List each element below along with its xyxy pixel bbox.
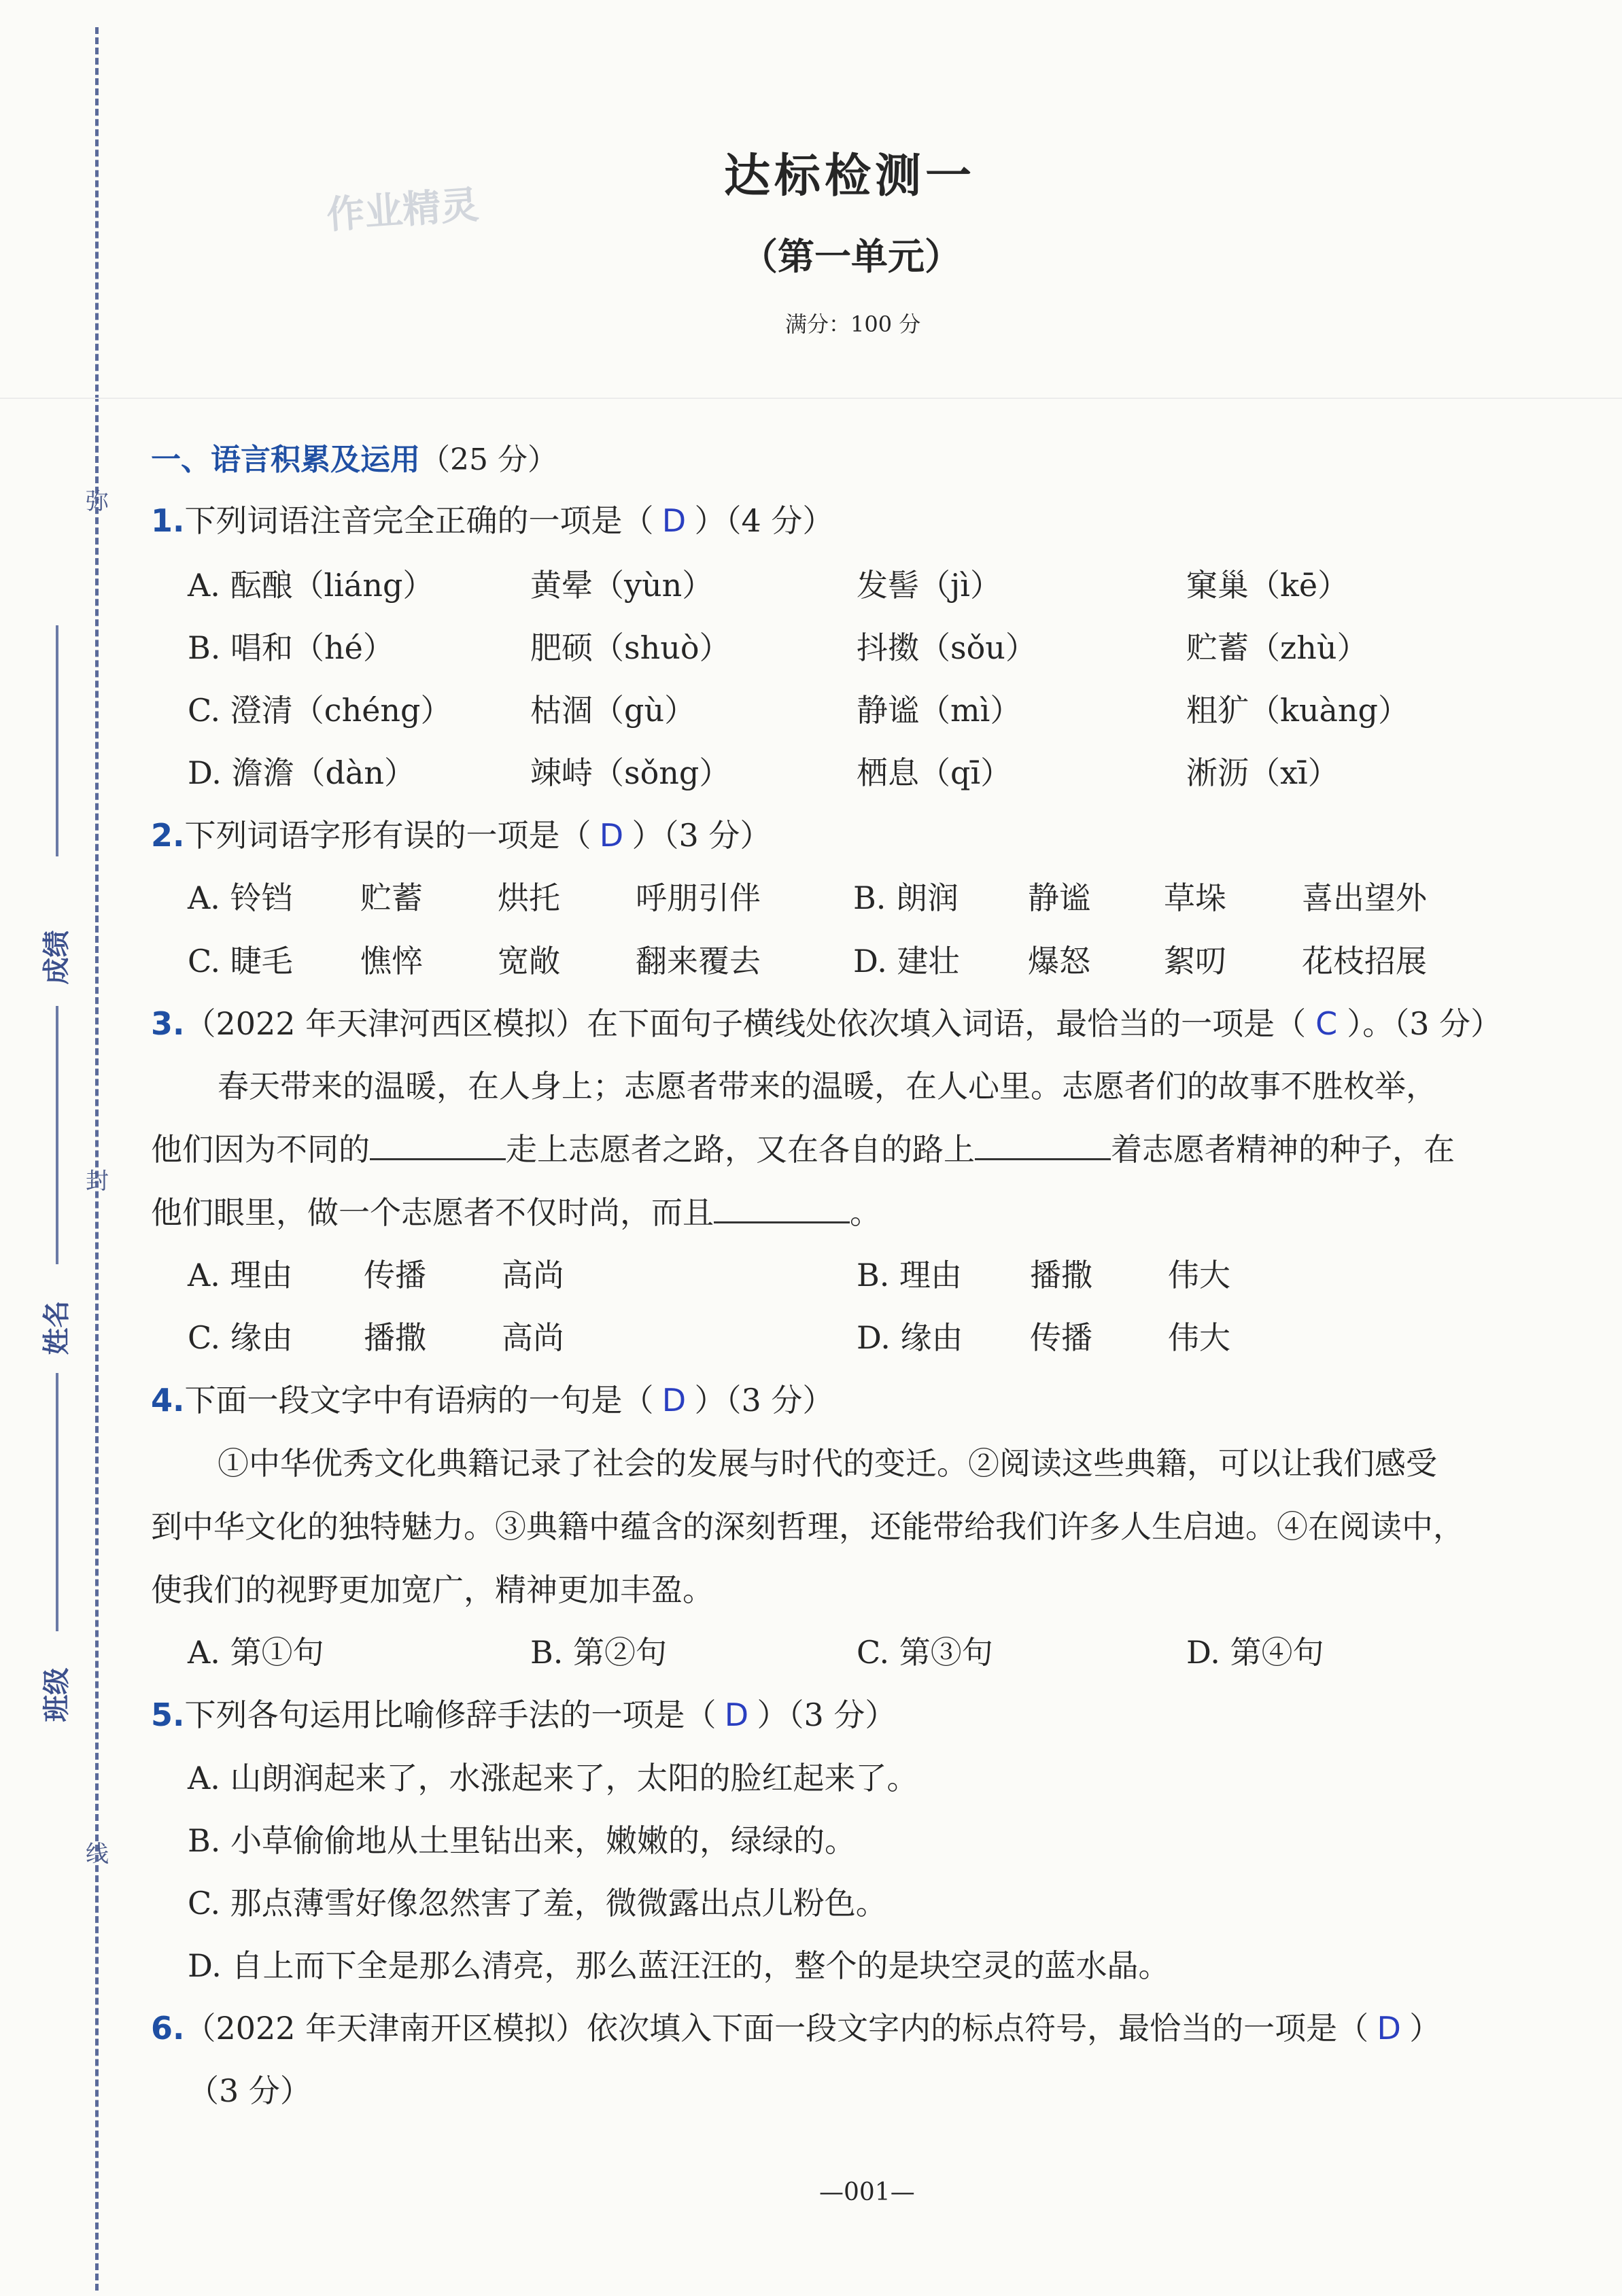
- q5-option: A. 山朗润起来了，水涨起来了，太阳的脸红起来了。: [188, 1760, 918, 1796]
- q1-option: 肥硕（shuò）: [530, 629, 731, 666]
- q4-option: C. 第③句: [857, 1634, 993, 1671]
- answer-mark: D: [1377, 2010, 1401, 2047]
- question-3: [151, 999, 1502, 1044]
- q1-option: 静谧（mì）: [857, 692, 1022, 729]
- q5-option: B. 小草偷偷地从土里钻出来，嫩嫩的，绿绿的。: [188, 1822, 857, 1859]
- question-1: [151, 496, 833, 541]
- binding-dashed-line: [95, 27, 99, 2291]
- q1-option: 窠巢（kē）: [1186, 567, 1349, 604]
- q2-option: B. 朗润: [853, 880, 959, 916]
- question-text: 下面一段文字中有语病的一句是（: [184, 1382, 654, 1419]
- page-subtitle: （第一单元）: [741, 234, 961, 278]
- q1-option: 枯涸（gù）: [530, 692, 696, 729]
- q2-option: 憔悴: [360, 943, 423, 979]
- fill-blank: [714, 1194, 850, 1223]
- q2-option: 呼朋引伴: [636, 880, 761, 916]
- q2-option: A. 铃铛: [188, 880, 293, 916]
- q3-option: C. 缘由: [188, 1319, 293, 1356]
- q1-option: D. 澹澹（dàn）: [188, 754, 415, 791]
- question-tail: ）: [1409, 2010, 1441, 2047]
- answer-mark: D: [599, 817, 624, 854]
- question-6: [151, 2004, 1440, 2049]
- header-divider: [0, 398, 1622, 399]
- question-2: [151, 811, 771, 856]
- q4-option: B. 第②句: [530, 1634, 668, 1671]
- q5-option: D. 自上而下全是那么清亮，那么蓝汪汪的，整个的是块空灵的蓝水晶。: [188, 1947, 1170, 1984]
- q1-option: 贮蓄（zhù）: [1186, 629, 1368, 666]
- passage-line: 到中华文化的独特魅力。③典籍中蕴含的深刻哲理，还能带给我们许多人生启迪。④在阅读中，: [151, 1508, 1464, 1545]
- name-label: 姓名: [40, 1300, 73, 1355]
- q1-option: 淅沥（xī）: [1186, 754, 1339, 791]
- passage-line: 春天带来的温暖，在人身上；志愿者带来的温暖，在人心里。志愿者们的故事不胜枚举，: [218, 1068, 1437, 1104]
- question-tail: ）。（3 分）: [1347, 1005, 1502, 1042]
- question-4: [151, 1376, 833, 1421]
- fill-blank: [370, 1131, 506, 1160]
- margin-xian: 线: [86, 1841, 109, 1868]
- q2-option: 贮蓄: [360, 880, 423, 916]
- q3-option: D. 缘由: [857, 1319, 963, 1356]
- q4-option: A. 第①句: [188, 1634, 324, 1671]
- watermark: 作业精灵: [325, 183, 481, 238]
- question-number: 2.: [151, 817, 185, 854]
- passage-segment: 。: [850, 1194, 881, 1231]
- q2-option: 宽敞: [498, 943, 560, 979]
- q3-option: 播撒: [1030, 1257, 1092, 1293]
- question-number: 3.: [151, 1005, 185, 1042]
- section-points: （25 分）: [420, 442, 557, 477]
- q3-option: 播撒: [364, 1319, 426, 1356]
- q2-option: 静谧: [1028, 880, 1090, 916]
- question-6-points: （3 分）: [188, 2072, 311, 2109]
- q3-option: A. 理由: [188, 1257, 293, 1293]
- q1-option: C. 澄清（chéng）: [188, 692, 452, 729]
- question-5: [151, 1690, 896, 1735]
- q1-option: 抖擞（sǒu）: [857, 629, 1037, 666]
- question-text: 下列词语字形有误的一项是（: [184, 817, 591, 854]
- margin-feng: 封: [86, 1168, 109, 1195]
- q3-option: 传播: [364, 1257, 426, 1293]
- q2-option: C. 睫毛: [188, 943, 293, 979]
- q3-option: 高尚: [502, 1319, 564, 1356]
- q3-option: 伟大: [1168, 1319, 1230, 1356]
- question-text: 下列词语注音完全正确的一项是（: [184, 502, 654, 539]
- section-title-text: 一、语言积累及运用: [151, 442, 420, 477]
- fill-blank: [975, 1131, 1111, 1160]
- q2-option: 絮叨: [1164, 943, 1226, 979]
- q5-option: C. 那点薄雪好像忽然害了羞，微微露出点儿粉色。: [188, 1885, 887, 1921]
- q2-option: 烘托: [498, 880, 560, 916]
- passage-segment: 走上志愿者之路，又在各自的路上: [506, 1131, 975, 1168]
- question-number: 6.: [151, 2010, 185, 2047]
- answer-mark: D: [661, 1382, 687, 1419]
- class-blank-line: [56, 1373, 58, 1631]
- score-blank-line: [56, 625, 58, 856]
- q1-option: B. 唱和（hé）: [188, 629, 394, 666]
- q2-option: 爆怒: [1028, 943, 1090, 979]
- answer-mark: C: [1315, 1005, 1338, 1042]
- answer-mark: D: [661, 502, 687, 539]
- q1-option: 粗犷（kuàng）: [1186, 692, 1409, 729]
- question-number: 5.: [151, 1697, 185, 1733]
- name-blank-line: [56, 1006, 58, 1264]
- question-number: 1.: [151, 502, 185, 539]
- q1-option: 竦峙（sǒng）: [530, 754, 731, 791]
- q4-option: D. 第④句: [1186, 1634, 1324, 1671]
- q2-option: 喜出望外: [1302, 880, 1427, 916]
- page-title: 达标检测一: [724, 149, 976, 203]
- passage-segment: 他们因为不同的: [151, 1131, 370, 1168]
- passage-segment: 他们眼里，做一个志愿者不仅时尚，而且: [151, 1194, 714, 1231]
- question-tail: ）（3 分）: [694, 1382, 834, 1419]
- full-score: 满分：100 分: [785, 311, 921, 337]
- question-tail: ）（3 分）: [757, 1697, 897, 1733]
- margin-mi: 弥: [86, 488, 109, 515]
- q1-option: 栖息（qī）: [857, 754, 1012, 791]
- q2-option: 花枝招展: [1302, 943, 1427, 979]
- passage-segment: 着志愿者精神的种子，在: [1111, 1131, 1455, 1168]
- answer-mark: D: [724, 1697, 749, 1733]
- q3-option: B. 理由: [857, 1257, 963, 1293]
- page-number: —001—: [819, 2178, 915, 2206]
- q2-option: 翻来覆去: [636, 943, 761, 979]
- q1-option: 发髻（jì）: [857, 567, 1001, 604]
- passage-line: 使我们的视野更加宽广，精神更加丰盈。: [151, 1571, 714, 1608]
- question-number: 4.: [151, 1382, 185, 1419]
- passage-line: ①中华优秀文化典籍记录了社会的发展与时代的变迁。②阅读这些典籍，可以让我们感受: [218, 1445, 1437, 1482]
- q3-option: 传播: [1030, 1319, 1092, 1356]
- q2-option: 草垛: [1164, 880, 1226, 916]
- q1-option: 黄晕（yùn）: [530, 567, 714, 604]
- question-tail: ）（3 分）: [632, 817, 772, 854]
- passage-line: [151, 1188, 881, 1233]
- class-label: 班级: [40, 1667, 73, 1722]
- passage-line: [151, 1125, 1455, 1170]
- q3-option: 高尚: [502, 1257, 564, 1293]
- question-text: （2022 年天津河西区模拟）在下面句子横线处依次填入词语，最恰当的一项是（: [184, 1005, 1307, 1042]
- q2-option: D. 建壮: [853, 943, 960, 979]
- q3-option: 伟大: [1168, 1257, 1230, 1293]
- score-label: 成绩: [40, 930, 73, 985]
- section-title: [151, 435, 557, 479]
- question-tail: ）（4 分）: [694, 502, 834, 539]
- question-text: 下列各句运用比喻修辞手法的一项是（: [184, 1697, 717, 1733]
- question-text: （2022 年天津南开区模拟）依次填入下面一段文字内的标点符号，最恰当的一项是（: [184, 2010, 1369, 2047]
- q1-option: A. 酝酿（liáng）: [188, 567, 434, 604]
